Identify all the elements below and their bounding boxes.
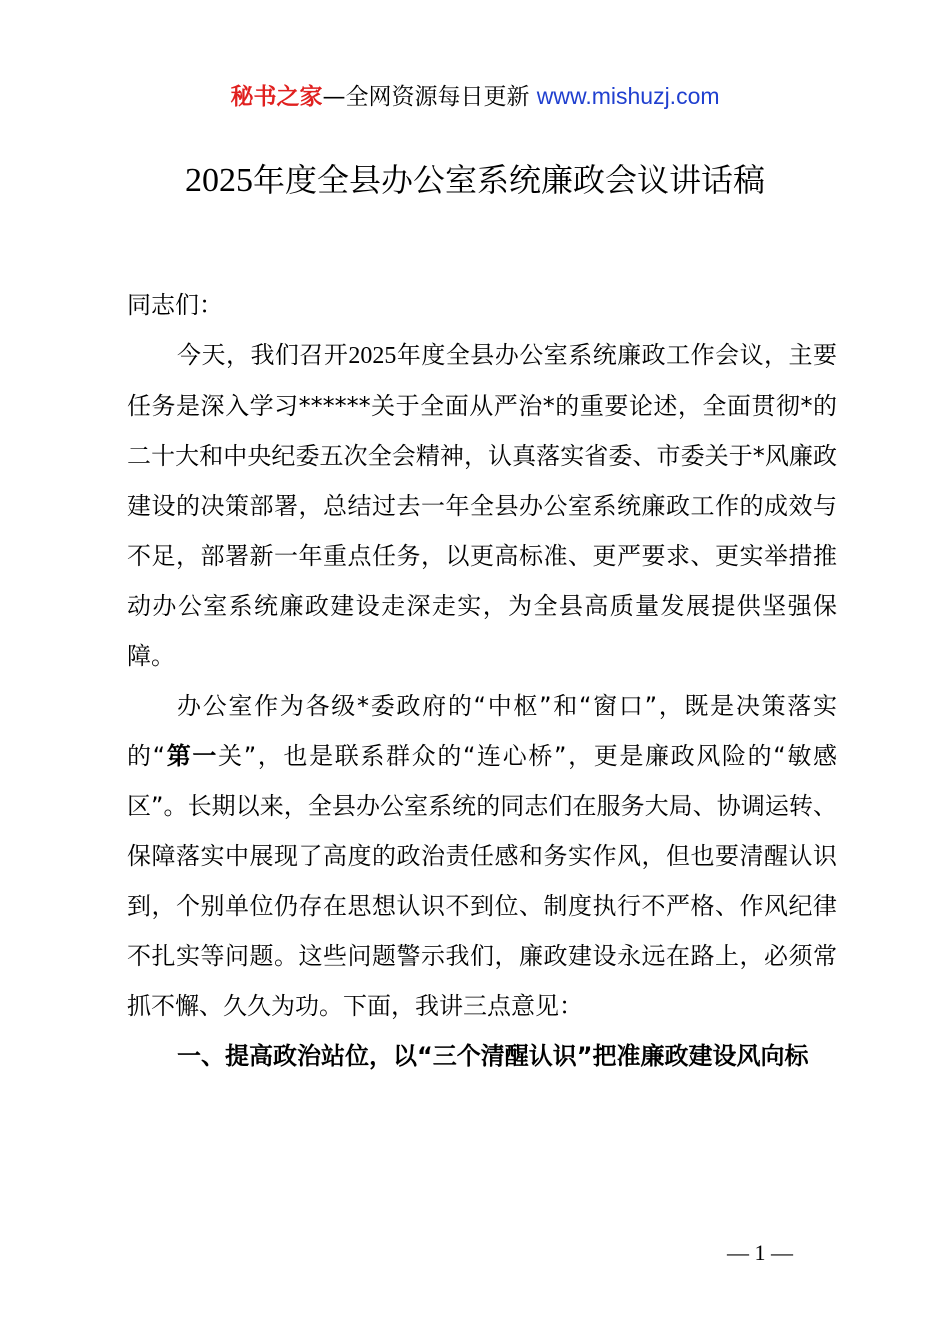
page-number: — 1 —	[727, 1240, 793, 1265]
brand-name: 秘书之家	[230, 84, 323, 110]
paragraph-1-rest: 年度全县办公室系统廉政工作会议，主要任务是深入学习******关于全面从严治*的重要论述，全面贯彻*的二十大和中央纪委五次全会精神，认真落实省委、市委关于*风廉政建设的决策部署，总结过去一年全县办公室系统廉政工作的成效与不足，部署新一年重点任务，以更高标准、更严要求、更实举措推动办公室系统廉政建设走深走实，为全县高质量发展提供坚强保障。	[127, 341, 838, 670]
paragraph-2-bold: 第一	[165, 742, 219, 770]
paragraph-2-rest: 关”，也是联系群众的“连心桥”，更是廉政风险的“敏感区”。长期以来，全县办公室系统的同志们在服务大局、协调运转、保障落实中展现了高度的政治责任感和务实作风，但也要清醒认识到，个别单位仍存在思想认识不到位、制度执行不严格、作风纪律不扎实等问题。这些问题警示我们，廉政建设永远在路上，必须常抓不懈、久久为功。下面，我讲三点意见：	[127, 742, 838, 1020]
paragraph-1	[127, 330, 837, 681]
site-url-link[interactable]: www.mishuzj.com	[536, 83, 720, 109]
paragraph-2-start: 办公室作为各级*委政府的“中枢”和“窗口”，既是决策落实的“	[127, 692, 837, 770]
header-dash: —	[322, 84, 346, 110]
salutation: 同志们：	[127, 291, 223, 319]
paragraph-1-start: 今天，我们召开	[177, 341, 349, 369]
paragraph-2	[127, 681, 837, 1031]
title-year: 2025	[184, 162, 253, 199]
document-title	[0, 158, 950, 203]
site-header	[0, 80, 950, 113]
paragraph-1-year: 2025	[348, 343, 397, 369]
header-tagline: 全网资源每日更新	[345, 84, 530, 110]
section-heading-1: 一、提高政治站位，以“三个清醒认识”把准廉政建设风向标	[177, 1042, 809, 1070]
document-body	[127, 280, 837, 1081]
title-text: 年度全县办公室系统廉政会议讲话稿	[252, 161, 765, 199]
